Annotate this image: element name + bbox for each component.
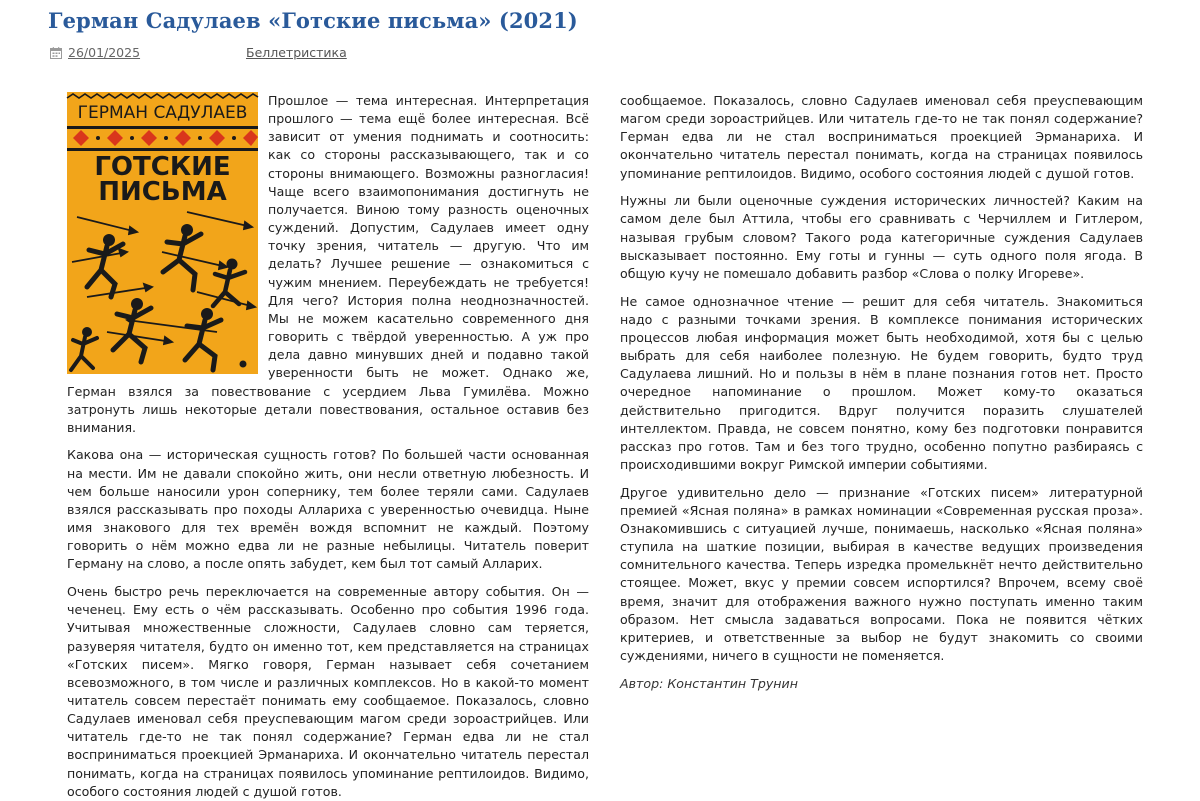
article-paragraph-1: Прошлое — тема интересная. Интерпретация прошлого — тема ещё более интересная. Всё зависит от умения поднимать и соотносить: как со стороны рассказывающего, так и со стороны внимающего. Возможны разногласия! Чаще всего взаимопонимания достигнуть не получается. Виною тому разность оценочных суждений. Допустим, Садулаев имеет одну точку зрения, читатель — другую. Что им делать? Лучшее решение — ознакомиться с чужим мнением. Переубеждать не требуется! Для чего? История полна неоднозначностей. Мы не можем касательно современного дня говорить с твёрдой уверенностью. А уж про дела давно минувших дней и подавно такой уверенности быть не может. Однако же, Герман взялся за повествование с усердием Льва Гумилёва. Можно затронуть лишь некоторые детали повествования, остальное оставив без внимания. bbox=[67, 93, 589, 435]
article-paragraph-4: Нужны ли были оценочные суждения исторических личностей? Каким на самом деле был Аттила, чтобы его сравнивать с Черчиллем и Гитлером, называя грубым словом? Такого рода категоричные суждения Садулаев высказывает постоянно. Ему готы и гунны — суть одного поля ягода. В общую кучу не помешало добавить разбор «Слова о полку Игореве». bbox=[620, 193, 1143, 281]
article-paragraph-5: Не самое однозначное чтение — решит для себя читатель. Знакомиться надо с разными точками зрения. В комплексе понимания исторических процессов любая информация может быть необходимой, хотя бы с целью выбрать для себя наиболее полезную. Не будем говорить, будто труд Садулаева лишний. Но и пользы в нём в плане познания готов нет. Просто очередное напоминание о прошлом. Может кому-то оказаться действительно пригодится. Вдруг получится поразить слушателей интеллектом. Правда, не совсем понятно, кому без подготовки понравится рассказ про готов. Там и без того трудно, особенно попутно разбираясь с происходившими вокруг Римской империи событиями. bbox=[620, 293, 1143, 472]
calendar-icon bbox=[50, 47, 62, 59]
cover-background bbox=[67, 92, 258, 374]
article-paragraph-2: Какова она — историческая сущность готов? По большей части основанная на мести. Им не давали спокойно жить, они несли ответную любезность. И чем больше наносили урон сопернику, тем более теряли сами. Садулаев взялся рассказывать про походы Аллариха с уверенностью очевидца. Ныне имя знакового для тех времён вождя вспомнит не каждый. Поэтому говорить о нём можно едва ли не разные небылицы. Читатель поверит Герману на слово, а после опять забудет, кем был тот самый Алларих. bbox=[67, 447, 589, 572]
article-paragraph-3: Очень быстро речь переключается на современные автору события. Он — чеченец. Ему есть о чём рассказывать. Особенно про события 1996 года. Учитывая множественные сложности, Садулаев словно сам теряется, разуверяя читателя, будто он именно тот, кем представляется на страницах «Готских писем». Мягко говоря, Герман называет себя сочетанием всевозможного, в том числе и различных комплексов. Но в какой-то момент читатель совсем перестаёт понимать ему сообщаемое. Показалось, словно Садулаев именовал себя преуспевающим магом среди зороастрийцев. Или читатель где-то не так понял содержание? Герман едва ли не стал восприниматься проекцией Эрманариха. И окончательно читатель перестал понимать, когда на страницах появилось упоминание рептилоидов. Видимо, особого состояния людей с душой готов. bbox=[67, 584, 589, 799]
category-link[interactable]: Беллетристика bbox=[246, 45, 347, 60]
article-column-right bbox=[620, 92, 1143, 702]
post-meta bbox=[50, 45, 650, 63]
cover-author: ГЕРМАН САДУЛАЕВ bbox=[77, 103, 248, 123]
article-author: Автор: Константин Трунин bbox=[620, 675, 798, 691]
article-column-left bbox=[67, 92, 589, 799]
post-date-link[interactable]: 26/01/2025 bbox=[68, 45, 141, 60]
article-paragraph-3-continued: сообщаемое. Показалось, словно Садулаев именовал себя преуспевающим магом среди зороастрийцев. Или читатель где-то не так понял содержание? Герман едва ли не стал восприниматься проекцией Эрманариха. И окончательно читатель перестал понимать, когда на страницах появилось упоминание рептилоидов. Видимо, особого состояния людей с душой готов. bbox=[620, 93, 1143, 181]
cover-title-line1: ГОТСКИЕ bbox=[94, 152, 231, 182]
page-title: Герман Садулаев «Готские письма» (2021) bbox=[48, 8, 578, 33]
article-paragraph-6: Другое удивительно дело — признание «Готских писем» литературной премией «Ясная поляна» в рамках номинации «Современная русская проза». Ознакомившись с ситуацией лучше, понимаешь, насколько «Ясная поляна» ступила на шаткие позиции, выбирая в качестве ведущих произведения сомнительного качества. Теперь изредка промелькнёт нечто действительно стоящее. Может, вкус у премии совсем испортился? Впрочем, всему своё время, значит для отображения важного нужно поступать именно таким образом. Нет смысла задаваться вопросами. Пока не появится чётких критериев, и ответственные за выбор не будут знакомить со своими суждениями, ничего в сущности не поменяется. bbox=[620, 484, 1143, 664]
cover-title-line2: ПИСЬМА bbox=[98, 177, 227, 207]
cover-publisher-logo bbox=[240, 361, 247, 368]
book-cover-image bbox=[67, 92, 258, 374]
